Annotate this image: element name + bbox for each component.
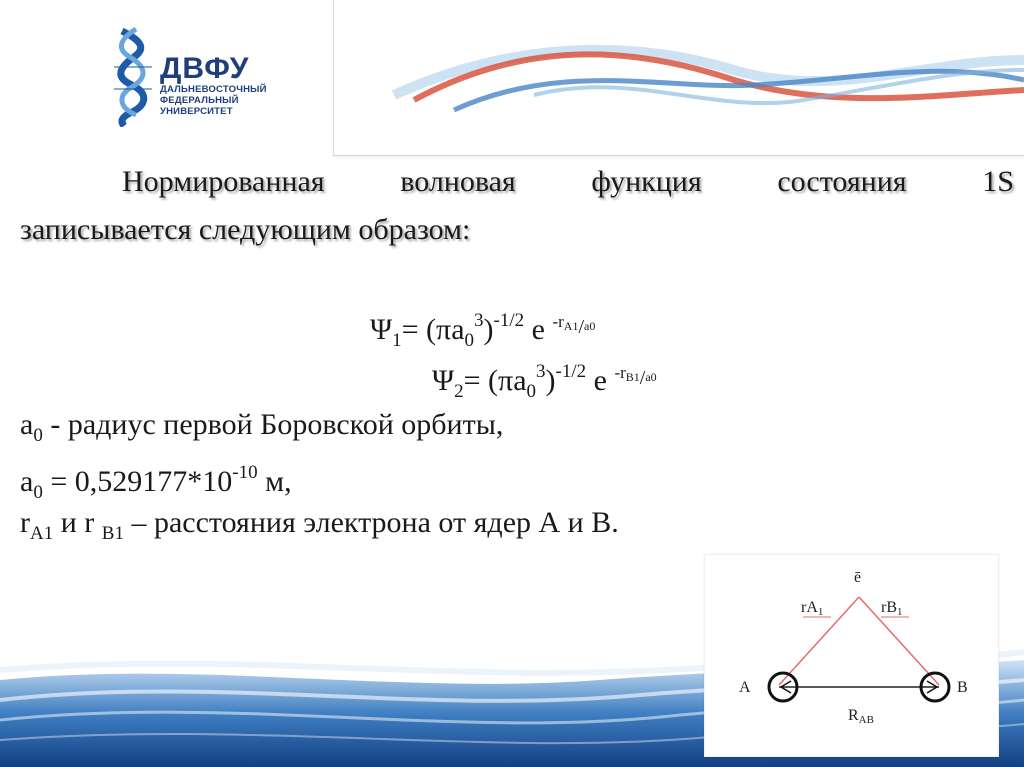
left-edge-text: rA (801, 599, 818, 616)
university-logo (108, 27, 267, 127)
exp-base: e (586, 364, 615, 397)
left-edge-label (801, 599, 823, 618)
psi-index: 1 (392, 330, 402, 351)
exponent (614, 356, 656, 395)
exp-minus-r: -r (614, 363, 626, 382)
bottom-edge-text: R (848, 707, 859, 724)
exp-slash: / (578, 316, 585, 338)
intro-word: функция (591, 165, 702, 198)
def-subscript: 0 (33, 425, 43, 446)
def-r1-subscript: A1 (30, 523, 54, 544)
logo-text (160, 54, 267, 117)
psi-symbol: Ψ (432, 364, 455, 397)
left-edge-subscript: 1 (817, 606, 824, 618)
exp-minus-r: -r (552, 312, 564, 331)
psi-index: 2 (454, 381, 464, 402)
exp-denominator: a0 (645, 370, 657, 384)
def-unit: м, (257, 465, 292, 498)
def-r2-subscript: B1 (101, 523, 124, 544)
def-text: – расстояния электрона от ядер А и В. (123, 506, 619, 539)
a-superscript: 3 (474, 310, 484, 331)
definition-distances (20, 506, 619, 551)
definition-bohr-value (20, 456, 292, 510)
logo-line-1: ДАЛЬНЕВОСТОЧНЫЙ (160, 84, 267, 95)
def-r1: r (20, 506, 30, 539)
exp-r-subscript: A1 (563, 319, 579, 333)
molecule-diagram (704, 554, 999, 757)
exp-base: e (524, 313, 553, 346)
logo-abbreviation: ДВФУ (160, 52, 250, 85)
def-symbol: a (20, 408, 34, 441)
nucleus-b-label: B (957, 679, 968, 696)
power: -1/2 (493, 310, 525, 331)
exp-slash: / (639, 367, 646, 389)
def-symbol: a (20, 465, 34, 498)
intro-word: состояния (777, 165, 907, 198)
a-subscript: 0 (464, 330, 475, 351)
a-superscript: 3 (536, 361, 546, 382)
def-subscript: 0 (33, 482, 43, 503)
intro-line-1 (122, 165, 1014, 199)
electron-label: ē (854, 569, 862, 586)
bottom-edge-subscript: AB (858, 714, 874, 726)
psi-symbol: Ψ (370, 313, 393, 346)
definition-bohr-radius (20, 408, 503, 453)
exp-r-subscript: B1 (625, 370, 640, 384)
def-mid: и r (53, 506, 102, 539)
bottom-edge-label (848, 707, 874, 726)
a-subscript: 0 (526, 381, 537, 402)
intro-word: волновая (400, 165, 516, 198)
exp-denominator: a0 (584, 319, 596, 333)
right-edge-label (881, 599, 903, 618)
def-text: - радиус первой Боровской орбиты, (42, 408, 504, 441)
exponent (552, 305, 595, 344)
logo-line-2: ФЕДЕРАЛЬНЫЙ (160, 95, 239, 106)
intro-word: Нормированная (122, 165, 325, 198)
def-value: = 0,529177*10 (42, 465, 233, 498)
formula-eq: = (πa (401, 313, 465, 346)
header-wave-decoration (334, 0, 1024, 154)
logo-line-3: УНИВЕРСИТЕТ (160, 106, 233, 117)
nucleus-a-label: A (739, 679, 751, 696)
right-edge-text: rB (881, 599, 897, 616)
power: -1/2 (555, 361, 587, 382)
def-exponent: -10 (232, 462, 258, 483)
right-edge-subscript: 1 (897, 606, 903, 618)
intro-line-2: записывается следующим образом: (20, 213, 471, 246)
formula-psi-2 (432, 355, 657, 409)
close-paren: ) (483, 313, 494, 346)
intro-word: 1S (982, 165, 1014, 198)
formula-psi-1 (370, 304, 595, 358)
logo-emblem-icon (108, 27, 158, 127)
formula-eq: = (πa (463, 364, 527, 397)
close-paren: ) (545, 364, 556, 397)
